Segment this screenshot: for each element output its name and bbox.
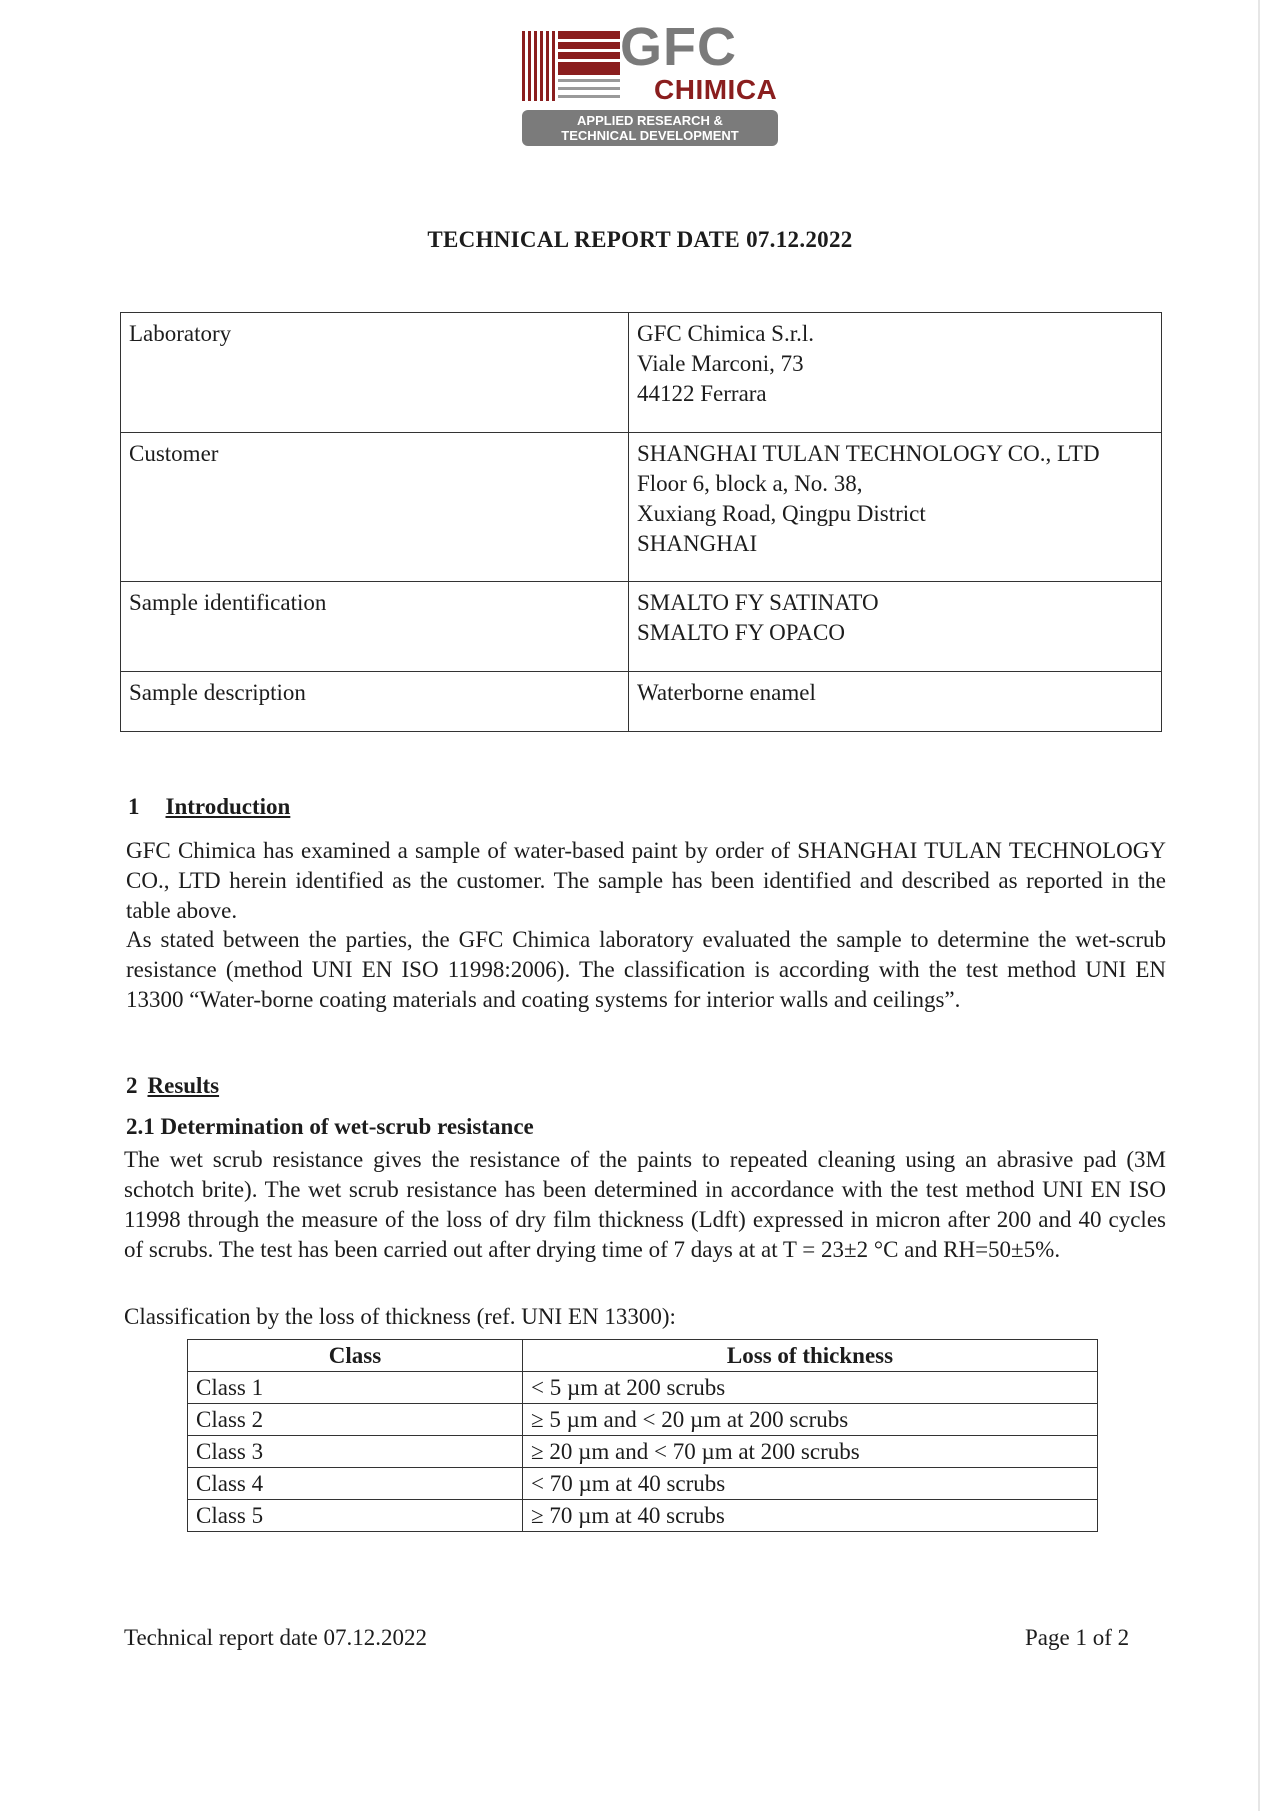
classification-caption: Classification by the loss of thickness (ref. UNI EN 13300): xyxy=(124,1304,676,1329)
company-logo xyxy=(520,17,782,148)
section-title: Results xyxy=(147,1073,220,1098)
class-cell: Class 3 xyxy=(188,1436,523,1468)
info-label: Customer xyxy=(121,433,629,582)
footer-page-number: Page 1 of 2 xyxy=(1025,1625,1130,1650)
logo-tagline xyxy=(522,110,778,146)
table-row xyxy=(121,672,1162,732)
info-value-line: SMALTO FY OPACO xyxy=(637,620,845,645)
table-header-row xyxy=(188,1340,1098,1372)
info-value-line: Waterborne enamel xyxy=(637,680,816,705)
logo-sub-text: CHIMICA xyxy=(654,74,778,105)
info-label: Sample description xyxy=(121,672,629,732)
info-value-line: SHANGHAI TULAN TECHNOLOGY CO., LTD xyxy=(637,441,1100,466)
loss-cell: < 5 µm at 200 scrubs xyxy=(523,1372,1098,1404)
logo-brand-text: GFC xyxy=(620,17,737,77)
info-value xyxy=(629,582,1162,672)
column-header: Class xyxy=(188,1340,523,1372)
class-cell: Class 2 xyxy=(188,1404,523,1436)
section-heading-results xyxy=(126,1073,219,1099)
info-value xyxy=(629,313,1162,433)
table-row xyxy=(188,1436,1098,1468)
info-label: Laboratory xyxy=(121,313,629,433)
table-row xyxy=(188,1500,1098,1532)
section-title: Introduction xyxy=(165,794,291,819)
logo-tagline-line: APPLIED RESEARCH & xyxy=(577,113,723,128)
column-header: Loss of thickness xyxy=(523,1340,1098,1372)
class-cell: Class 4 xyxy=(188,1468,523,1500)
loss-cell: ≥ 5 µm and < 20 µm at 200 scrubs xyxy=(523,1404,1098,1436)
info-value-line: Xuxiang Road, Qingpu District xyxy=(637,501,926,526)
section-number: 2 xyxy=(126,1073,138,1098)
info-value-line: Floor 6, block a, No. 38, xyxy=(637,471,863,496)
class-cell: Class 1 xyxy=(188,1372,523,1404)
loss-cell: ≥ 20 µm and < 70 µm at 200 scrubs xyxy=(523,1436,1098,1468)
info-value xyxy=(629,672,1162,732)
table-row xyxy=(188,1404,1098,1436)
table-row xyxy=(121,582,1162,672)
logo-tagline-line: TECHNICAL DEVELOPMENT xyxy=(561,128,739,143)
class-cell: Class 5 xyxy=(188,1500,523,1532)
scan-edge-shadow xyxy=(1258,0,1260,1811)
classification-table xyxy=(187,1339,1098,1532)
info-label: Sample identification xyxy=(121,582,629,672)
results-paragraph: The wet scrub resistance gives the resistance of the paints to repeated cleaning using an abrasive pad (3M schotch brite). The wet scrub resistance has been determined in accordance with the test method UNI EN ISO 11998 through the measure of the loss of dry film thickness (Ldft) expressed in micron after 200 and 40 cycles of scrubs. The test has been carried out after drying time of 7 days at at T = 23±2 °C and RH=50±5%. xyxy=(124,1147,1166,1262)
section-number: 1 xyxy=(128,794,140,819)
info-value-line: GFC Chimica S.r.l. xyxy=(637,321,814,346)
info-value-line: Viale Marconi, 73 xyxy=(637,351,804,376)
table-row xyxy=(188,1468,1098,1500)
info-value xyxy=(629,433,1162,582)
info-value-line: 44122 Ferrara xyxy=(637,381,767,406)
report-info-table xyxy=(120,312,1162,732)
loss-cell: < 70 µm at 40 scrubs xyxy=(523,1468,1098,1500)
section-heading-introduction xyxy=(128,794,290,820)
info-value-line: SHANGHAI xyxy=(637,531,758,556)
intro-paragraph: As stated between the parties, the GFC Chimica laboratory evaluated the sample to determine the wet-scrub resistance (method UNI EN ISO 11998:2006). The classification is according with the test method UNI EN 13300 “Water-borne coating materials and coating systems for interior walls and ceilings”. xyxy=(126,927,1166,1012)
report-title: TECHNICAL REPORT DATE 07.12.2022 xyxy=(427,227,853,252)
info-value-line: SMALTO FY SATINATO xyxy=(637,590,879,615)
footer-report-date: Technical report date 07.12.2022 xyxy=(124,1625,428,1650)
subsection-heading: 2.1 Determination of wet-scrub resistance xyxy=(126,1114,534,1139)
table-row xyxy=(188,1372,1098,1404)
table-row xyxy=(121,433,1162,582)
logo-stripes-graphic xyxy=(520,31,620,101)
table-row xyxy=(121,313,1162,433)
loss-cell: ≥ 70 µm at 40 scrubs xyxy=(523,1500,1098,1532)
intro-paragraph: GFC Chimica has examined a sample of water-based paint by order of SHANGHAI TULAN TECHNOLOGY CO., LTD herein identified as the customer. The sample has been identified and described as reported in the table above. xyxy=(126,838,1166,923)
